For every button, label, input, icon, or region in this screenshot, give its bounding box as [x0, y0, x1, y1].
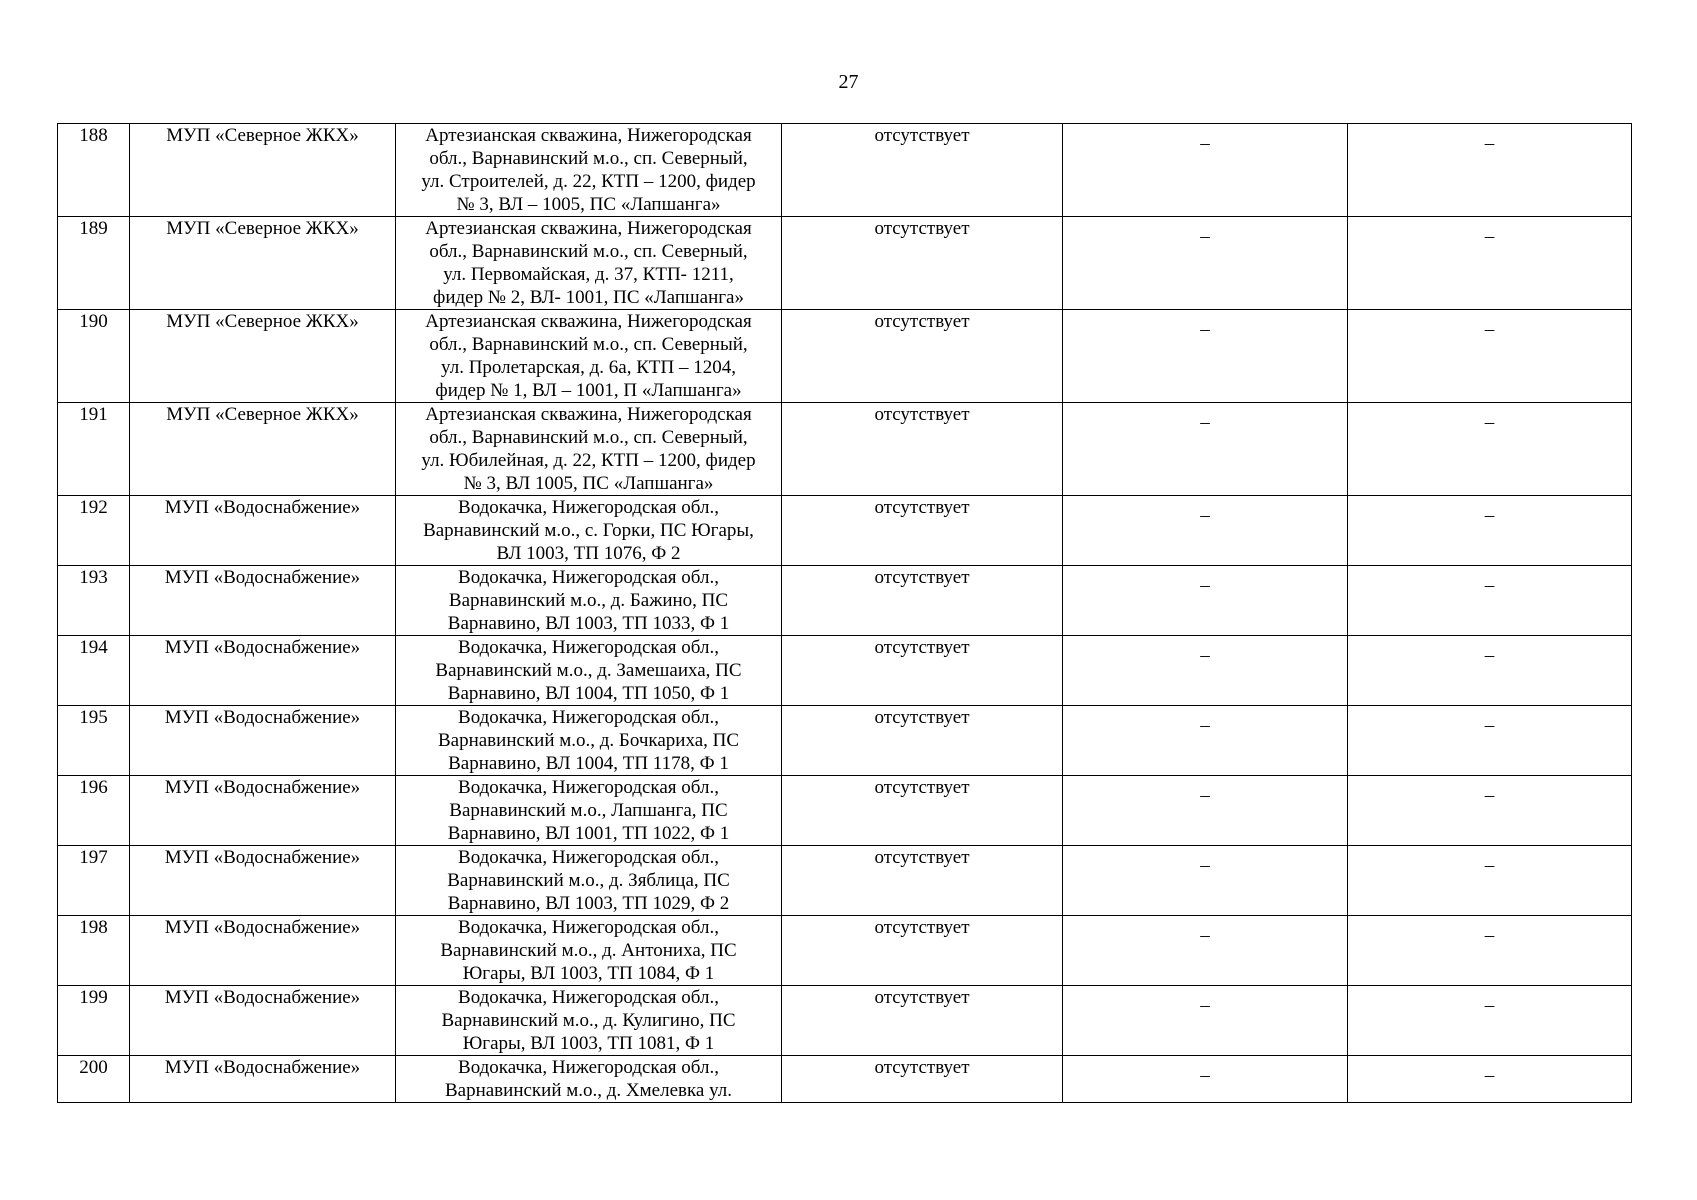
- table-row: [58, 986, 1632, 1056]
- column-6-value: –: [1348, 636, 1632, 706]
- description-line: Варнавинский м.о., д. Замешаиха, ПС: [435, 660, 742, 681]
- table-row: [58, 566, 1632, 636]
- description-line: фидер № 2, ВЛ- 1001, ПС «Лапшанга»: [433, 287, 744, 308]
- description-line: № 3, ВЛ – 1005, ПС «Лапшанга»: [456, 194, 721, 215]
- column-6-value: –: [1348, 706, 1632, 776]
- column-5-value: –: [1063, 916, 1348, 986]
- description-line: обл., Варнавинский м.о., сп. Северный,: [429, 334, 748, 355]
- organization: МУП «Водоснабжение»: [130, 846, 396, 916]
- organization: МУП «Северное ЖКХ»: [130, 124, 396, 217]
- column-6-value: –: [1348, 496, 1632, 566]
- column-6-value: –: [1348, 1056, 1632, 1103]
- organization: МУП «Водоснабжение»: [130, 776, 396, 846]
- organization: МУП «Северное ЖКХ»: [130, 310, 396, 403]
- description-line: Варнавинский м.о., д. Бочкариха, ПС: [437, 730, 740, 751]
- description-line: ул. Первомайская, д. 37, КТП- 1211,: [443, 264, 734, 285]
- description-line: Варнавинский м.о., д. Кулигино, ПС: [441, 1010, 736, 1031]
- description-line: Варнавино, ВЛ 1003, ТП 1029, Ф 2: [447, 893, 730, 914]
- column-5-value: –: [1063, 1056, 1348, 1103]
- object-description: [396, 776, 782, 846]
- object-description: [396, 916, 782, 986]
- column-5-value: –: [1063, 124, 1348, 217]
- column-5-value: –: [1063, 403, 1348, 496]
- row-number: 199: [58, 986, 130, 1056]
- data-table: [57, 123, 1632, 1103]
- description-line: Водокачка, Нижегородская обл.,: [458, 707, 719, 728]
- description-line: Югары, ВЛ 1003, ТП 1081, Ф 1: [462, 1033, 715, 1054]
- column-6-value: –: [1348, 310, 1632, 403]
- status: отсутствует: [782, 846, 1063, 916]
- table-row: [58, 916, 1632, 986]
- object-description: [396, 496, 782, 566]
- row-number: 198: [58, 916, 130, 986]
- description-line: Артезианская скважина, Нижегородская: [425, 125, 752, 146]
- status: отсутствует: [782, 403, 1063, 496]
- status: отсутствует: [782, 776, 1063, 846]
- table-row: [58, 636, 1632, 706]
- organization: МУП «Водоснабжение»: [130, 636, 396, 706]
- description-line: Водокачка, Нижегородская обл.,: [458, 917, 719, 938]
- object-description: [396, 846, 782, 916]
- organization: МУП «Водоснабжение»: [130, 706, 396, 776]
- column-6-value: –: [1348, 403, 1632, 496]
- description-line: Водокачка, Нижегородская обл.,: [458, 567, 719, 588]
- row-number: 192: [58, 496, 130, 566]
- table-row: [58, 310, 1632, 403]
- object-description: [396, 124, 782, 217]
- object-description: [396, 403, 782, 496]
- description-line: ул. Строителей, д. 22, КТП – 1200, фидер: [421, 171, 756, 192]
- description-line: Варнавино, ВЛ 1004, ТП 1178, Ф 1: [448, 753, 729, 774]
- row-number: 195: [58, 706, 130, 776]
- status: отсутствует: [782, 217, 1063, 310]
- status: отсутствует: [782, 706, 1063, 776]
- column-5-value: –: [1063, 776, 1348, 846]
- description-line: ул. Юбилейная, д. 22, КТП – 1200, фидер: [421, 450, 756, 471]
- description-line: Варнавинский м.о., д. Хмелевка ул.: [444, 1080, 733, 1101]
- description-line: Водокачка, Нижегородская обл.,: [458, 987, 719, 1008]
- column-5-value: –: [1063, 310, 1348, 403]
- status: отсутствует: [782, 310, 1063, 403]
- organization: МУП «Северное ЖКХ»: [130, 403, 396, 496]
- column-5-value: –: [1063, 986, 1348, 1056]
- table-body: [58, 124, 1632, 1103]
- column-5-value: –: [1063, 636, 1348, 706]
- row-number: 193: [58, 566, 130, 636]
- column-5-value: –: [1063, 846, 1348, 916]
- organization: МУП «Водоснабжение»: [130, 566, 396, 636]
- description-line: Варнавино, ВЛ 1001, ТП 1022, Ф 1: [447, 823, 730, 844]
- table-row: [58, 496, 1632, 566]
- column-6-value: –: [1348, 124, 1632, 217]
- row-number: 189: [58, 217, 130, 310]
- column-6-value: –: [1348, 986, 1632, 1056]
- row-number: 188: [58, 124, 130, 217]
- table-row: [58, 706, 1632, 776]
- description-line: ВЛ 1003, ТП 1076, Ф 2: [496, 543, 681, 564]
- description-line: Варнавинский м.о., д. Антониха, ПС: [440, 940, 737, 961]
- organization: МУП «Водоснабжение»: [130, 916, 396, 986]
- description-line: Варнавинский м.о., Лапшанга, ПС: [449, 800, 728, 821]
- object-description: [396, 310, 782, 403]
- status: отсутствует: [782, 124, 1063, 217]
- table-row: [58, 776, 1632, 846]
- row-number: 197: [58, 846, 130, 916]
- description-line: ул. Пролетарская, д. 6а, КТП – 1204,: [441, 357, 736, 378]
- status: отсутствует: [782, 566, 1063, 636]
- status: отсутствует: [782, 986, 1063, 1056]
- column-6-value: –: [1348, 776, 1632, 846]
- column-6-value: –: [1348, 916, 1632, 986]
- table-row: [58, 124, 1632, 217]
- description-line: Варнавинский м.о., д. Зяблица, ПС: [447, 870, 730, 891]
- description-line: Артезианская скважина, Нижегородская: [425, 311, 752, 332]
- description-line: Артезианская скважина, Нижегородская: [425, 404, 752, 425]
- column-6-value: –: [1348, 846, 1632, 916]
- description-line: Варнавино, ВЛ 1004, ТП 1050, Ф 1: [447, 683, 730, 704]
- object-description: [396, 566, 782, 636]
- column-6-value: –: [1348, 566, 1632, 636]
- object-description: [396, 217, 782, 310]
- object-description: [396, 986, 782, 1056]
- row-number: 196: [58, 776, 130, 846]
- row-number: 200: [58, 1056, 130, 1103]
- status: отсутствует: [782, 916, 1063, 986]
- description-line: Водокачка, Нижегородская обл.,: [458, 497, 719, 518]
- description-line: Водокачка, Нижегородская обл.,: [458, 777, 719, 798]
- description-line: Водокачка, Нижегородская обл.,: [458, 1057, 719, 1078]
- column-5-value: –: [1063, 706, 1348, 776]
- description-line: № 3, ВЛ 1005, ПС «Лапшанга»: [463, 473, 714, 494]
- description-line: Варнавинский м.о., д. Бажино, ПС: [448, 590, 729, 611]
- status: отсутствует: [782, 1056, 1063, 1103]
- column-6-value: –: [1348, 217, 1632, 310]
- description-line: Водокачка, Нижегородская обл.,: [458, 847, 719, 868]
- row-number: 191: [58, 403, 130, 496]
- table-row: [58, 217, 1632, 310]
- status: отсутствует: [782, 636, 1063, 706]
- description-line: Артезианская скважина, Нижегородская: [425, 218, 752, 239]
- description-line: Варнавинский м.о., с. Горки, ПС Югары,: [423, 520, 754, 541]
- row-number: 190: [58, 310, 130, 403]
- table-row: [58, 403, 1632, 496]
- table-row: [58, 1056, 1632, 1103]
- status: отсутствует: [782, 496, 1063, 566]
- table-row: [58, 846, 1632, 916]
- organization: МУП «Водоснабжение»: [130, 986, 396, 1056]
- object-description: [396, 706, 782, 776]
- description-line: Варнавино, ВЛ 1003, ТП 1033, Ф 1: [447, 613, 730, 634]
- organization: МУП «Северное ЖКХ»: [130, 217, 396, 310]
- description-line: Водокачка, Нижегородская обл.,: [458, 637, 719, 658]
- page-number: 27: [838, 71, 859, 93]
- description-line: обл., Варнавинский м.о., сп. Северный,: [429, 148, 748, 169]
- column-5-value: –: [1063, 217, 1348, 310]
- description-line: обл., Варнавинский м.о., сп. Северный,: [429, 427, 748, 448]
- organization: МУП «Водоснабжение»: [130, 496, 396, 566]
- description-line: Югары, ВЛ 1003, ТП 1084, Ф 1: [462, 963, 715, 984]
- description-line: обл., Варнавинский м.о., сп. Северный,: [429, 241, 748, 262]
- object-description: [396, 636, 782, 706]
- column-5-value: –: [1063, 496, 1348, 566]
- row-number: 194: [58, 636, 130, 706]
- column-5-value: –: [1063, 566, 1348, 636]
- organization: МУП «Водоснабжение»: [130, 1056, 396, 1103]
- object-description: [396, 1056, 782, 1103]
- description-line: фидер № 1, ВЛ – 1001, П «Лапшанга»: [435, 380, 742, 401]
